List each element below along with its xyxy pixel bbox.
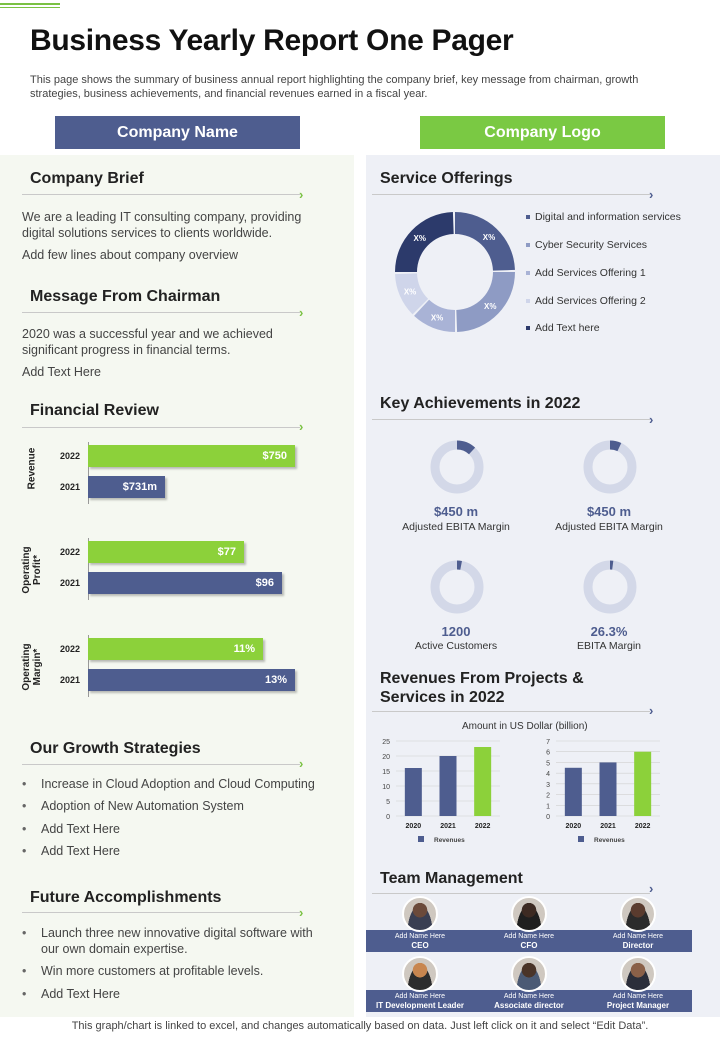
footer-note: This graph/chart is linked to excel, and changes automatically based on data. Just left click on it and select “Edit Data”. — [71, 1020, 649, 1032]
ring-track — [588, 565, 632, 609]
y-tick-label: 2 — [546, 792, 550, 800]
achievement-label: Adjusted EBITA Margin — [402, 521, 510, 533]
donut-slice-label: X% — [403, 287, 417, 297]
legend-swatch — [418, 836, 424, 842]
section-divider — [22, 194, 300, 195]
team-member-name: Add Name Here — [503, 933, 555, 940]
ring-track — [435, 565, 479, 609]
revenue-bar — [565, 768, 582, 816]
donut-slice-label: X% — [413, 233, 426, 243]
financial-year-label: 2022 — [60, 451, 81, 461]
financial-year-label: 2022 — [60, 547, 81, 557]
section-divider — [22, 764, 300, 765]
donut-slice-label: X% — [484, 302, 497, 312]
team-member-caption — [366, 992, 474, 1011]
financial-bar: $750 — [88, 445, 295, 467]
y-tick-label: 10 — [382, 784, 390, 791]
team-member-avatar — [620, 896, 656, 932]
achievement-value: $450 m — [586, 504, 632, 519]
page-title: Business Yearly Report One Pager — [30, 24, 514, 57]
revenue-chart-left — [370, 733, 510, 848]
revenue-bar — [405, 768, 422, 816]
x-tick-label: 2020 — [565, 823, 582, 830]
team-member-role: IT Development Leader — [375, 1001, 465, 1010]
revenue-bar — [600, 762, 617, 816]
company-name-banner[interactable]: Company Name — [55, 116, 300, 149]
achievement-label: Active Customers — [414, 640, 498, 652]
financial-group-label: Revenue — [26, 447, 38, 490]
team-member-caption — [475, 992, 583, 1011]
chevron-right-icon: › — [299, 419, 304, 434]
team-member-name: Add Name Here — [612, 993, 664, 1000]
achievement-ring — [582, 439, 638, 495]
x-tick-label: 2022 — [474, 823, 491, 830]
y-tick-label: 3 — [546, 781, 550, 789]
team-member-name: Add Name Here — [612, 933, 664, 940]
team-member-caption — [584, 932, 692, 951]
ring-track — [588, 445, 632, 489]
chevron-right-icon: › — [299, 756, 304, 771]
chevron-right-icon: › — [299, 305, 304, 320]
achievements-title: Key Achievements in 2022 — [380, 395, 581, 412]
section-divider — [372, 893, 650, 894]
financial-bar: $731m — [88, 476, 165, 498]
company-logo-banner[interactable]: Company Logo — [420, 116, 665, 149]
growth-item: • Add Text Here — [22, 822, 120, 836]
donut-slice-label: X% — [482, 232, 496, 242]
growth-item: • Increase in Cloud Adoption and Cloud Computing — [22, 777, 315, 791]
financial-year-label: 2021 — [60, 578, 81, 588]
section-divider — [22, 427, 300, 428]
future-item: • Win more customers at profitable levels. — [22, 964, 264, 978]
section-divider — [372, 711, 650, 712]
chairman-line-2: significant progress in financial terms. — [22, 343, 231, 357]
company-brief-line-1: We are a leading IT consulting company, providing — [22, 210, 302, 224]
financial-group-label: Operating Margin* — [21, 643, 43, 691]
section-divider — [22, 312, 300, 313]
chevron-right-icon: › — [299, 187, 304, 202]
team-member-avatar — [402, 896, 438, 932]
future-item: • Add Text Here — [22, 987, 120, 1001]
x-tick-label: 2021 — [600, 823, 616, 830]
financial-bar: 13% — [88, 669, 295, 691]
future-item: • Launch three new innovative digital software with — [22, 926, 313, 940]
company-brief-extra: Add few lines about company overview — [22, 248, 239, 262]
chairman-extra: Add Text Here — [22, 365, 101, 379]
chairman-line-1: 2020 was a successful year and we achieved — [22, 327, 273, 341]
chevron-right-icon: › — [299, 905, 304, 920]
team-member-caption — [475, 932, 583, 951]
team-member-avatar — [402, 956, 438, 992]
revenue-bar — [634, 752, 651, 816]
x-tick-label: 2020 — [405, 823, 422, 830]
ring-track — [435, 445, 479, 489]
growth-item: • Add Text Here — [22, 844, 120, 858]
y-tick-label: 0 — [386, 814, 390, 821]
y-tick-label: 7 — [546, 739, 550, 746]
growth-title: Our Growth Strategies — [30, 740, 201, 757]
chevron-right-icon: › — [649, 187, 654, 202]
company-brief-title: Company Brief — [30, 170, 144, 187]
y-tick-label: 25 — [382, 739, 390, 746]
revenue-bar — [474, 747, 491, 816]
team-member-caption — [584, 992, 692, 1011]
y-tick-label: 6 — [546, 749, 550, 757]
financial-year-label: 2022 — [60, 644, 81, 654]
team-member-avatar — [620, 956, 656, 992]
legend-swatch — [578, 836, 584, 842]
team-member-name: Add Name Here — [503, 993, 555, 1000]
team-member-role: CFO — [520, 941, 538, 950]
growth-item: • Adoption of New Automation System — [22, 799, 244, 813]
revenues-title-line-1: Revenues From Projects & — [380, 670, 584, 687]
service-offerings-title: Service Offerings — [380, 170, 513, 187]
achievement-ring — [429, 439, 485, 495]
financial-bar: 11% — [88, 638, 263, 660]
revenue-chart-caption: Amount in US Dollar (billion) — [462, 721, 588, 732]
achievement-value: 26.3% — [590, 624, 628, 639]
y-tick-label: 20 — [382, 754, 390, 761]
team-member-avatar — [511, 896, 547, 932]
y-tick-label: 1 — [546, 803, 550, 811]
y-tick-label: 5 — [546, 760, 550, 768]
ring-progress — [457, 445, 472, 451]
financial-review-title: Financial Review — [30, 402, 159, 419]
team-member-role: Project Manager — [606, 1001, 670, 1010]
revenues-title-line-2: Services in 2022 — [380, 689, 505, 706]
achievement-label: EBITA Margin — [577, 640, 641, 652]
legend-item: Add Text here — [535, 322, 600, 334]
chevron-right-icon: › — [649, 703, 654, 718]
legend-item: Cyber Security Services — [535, 239, 647, 251]
top-accent-line-thin — [0, 7, 60, 8]
y-tick-label: 5 — [386, 799, 390, 806]
financial-year-label: 2021 — [60, 482, 81, 492]
ring-progress — [610, 445, 619, 447]
y-tick-label: 0 — [546, 814, 550, 821]
team-member-role: Associate director — [494, 1001, 564, 1010]
chevron-right-icon: › — [649, 412, 654, 427]
service-offerings-donut — [385, 202, 525, 342]
financial-group-label: Operating Profit* — [21, 546, 43, 594]
revenue-bar — [440, 756, 457, 816]
financial-bar: $96 — [88, 572, 282, 594]
team-member-avatar — [511, 956, 547, 992]
legend-item: Add Services Offering 1 — [535, 267, 646, 279]
legend-item: Add Services Offering 2 — [535, 295, 646, 307]
x-tick-label: 2021 — [440, 823, 456, 830]
legend-label: Revenues — [434, 837, 465, 844]
team-title: Team Management — [380, 870, 523, 887]
future-item-cont: our own domain expertise. — [41, 942, 188, 956]
chevron-right-icon: › — [649, 881, 654, 896]
top-accent-line — [0, 3, 60, 5]
financial-year-label: 2021 — [60, 675, 81, 685]
company-brief-line-2: digital solutions services to clients worldwide. — [22, 226, 273, 240]
section-divider — [372, 419, 650, 420]
financial-bar: $77 — [88, 541, 244, 563]
achievement-value: $450 m — [433, 504, 479, 519]
achievement-label: Adjusted EBITA Margin — [555, 521, 663, 533]
team-member-caption — [366, 932, 474, 951]
team-member-name: Add Name Here — [394, 993, 446, 1000]
donut-slice-label: X% — [430, 313, 444, 323]
team-member-role: Director — [622, 941, 654, 950]
achievement-ring — [582, 559, 638, 615]
chairman-title: Message From Chairman — [30, 288, 221, 305]
y-tick-label: 15 — [382, 769, 390, 776]
legend-item: Digital and information services — [535, 211, 681, 223]
team-member-role: CEO — [411, 941, 429, 950]
revenue-chart-right — [530, 733, 670, 848]
page-subtitle: This page shows the summary of business annual report highlighting the company brief, key message from chairman, growth strategies, business achievements, and financial revenues earned in a fiscal year. — [30, 74, 639, 100]
achievement-value: 1200 — [441, 624, 471, 639]
team-member-name: Add Name Here — [394, 933, 446, 940]
future-title: Future Accomplishments — [30, 889, 222, 906]
achievement-ring — [429, 559, 485, 615]
legend-label: Revenues — [594, 837, 625, 844]
x-tick-label: 2022 — [634, 823, 651, 830]
section-divider — [372, 194, 650, 195]
section-divider — [22, 912, 300, 913]
y-tick-label: 4 — [546, 771, 550, 779]
